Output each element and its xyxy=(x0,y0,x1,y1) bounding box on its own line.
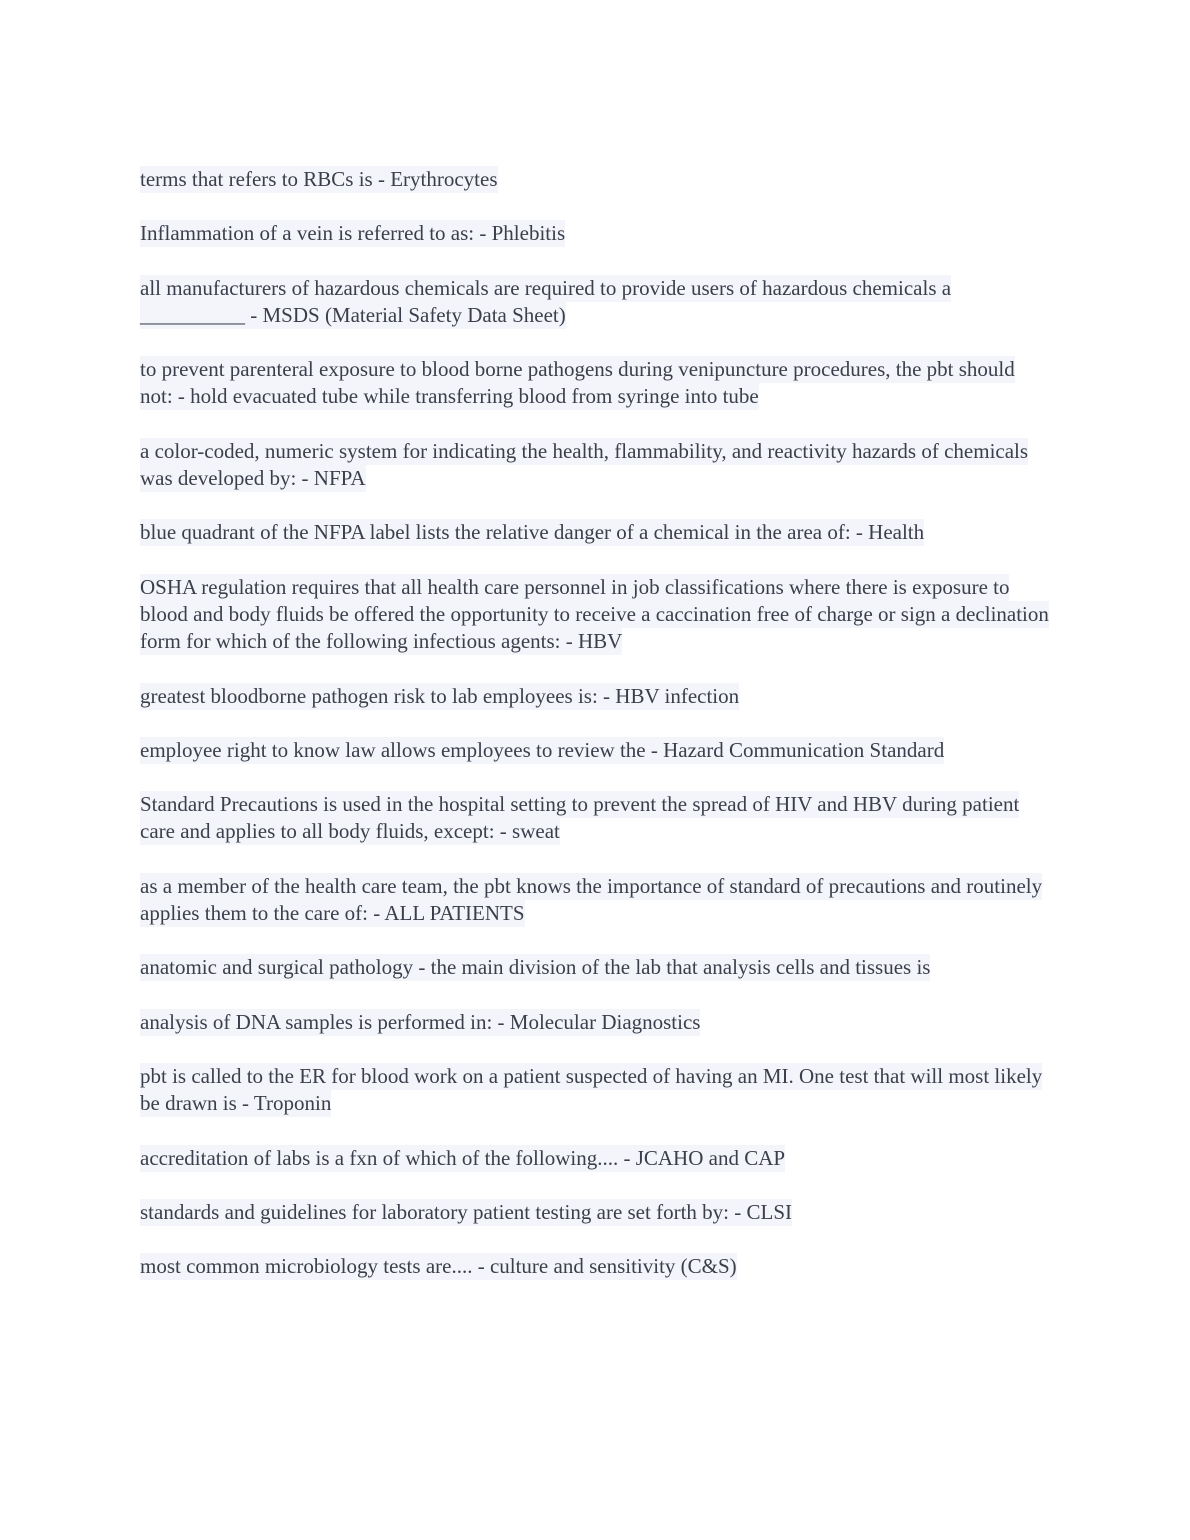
flashcard xyxy=(140,1063,1052,1118)
flashcard-text: pbt is called to the ER for blood work on a patient suspected of having an MI. One test that will most likely be drawn is - Troponin xyxy=(140,1063,1043,1116)
flashcard-text: employee right to know law allows employees to review the - Hazard Communication Standard xyxy=(140,737,945,762)
flashcard xyxy=(140,791,1052,846)
flashcard-text: blue quadrant of the NFPA label lists the relative danger of a chemical in the area of: - Health xyxy=(140,520,925,545)
flashcard-text: all manufacturers of hazardous chemicals are required to provide users of hazardous chemicals a __________ - MSDS (Material Safety Data Sheet) xyxy=(140,275,952,327)
flashcard-text: analysis of DNA samples is performed in: - Molecular Diagnostics xyxy=(140,1009,701,1034)
flashcard-text: OSHA regulation requires that all health care personnel in job classifications where there is exposure to blood and body fluids be offered the opportunity to receive a caccination free of charge or sign a declination form for which of the following infectious agents: - HBV xyxy=(140,574,1049,654)
flashcard-text: a color-coded, numeric system for indicating the health, flammability, and reactivity hazards of chemicals was developed by: - NFPA xyxy=(140,438,1029,491)
flashcard xyxy=(140,737,1052,764)
flashcard xyxy=(140,220,1052,247)
flashcard-text: standards and guidelines for laboratory patient testing are set forth by: - CLSI xyxy=(140,1199,792,1224)
flashcard xyxy=(140,275,1052,330)
flashcard xyxy=(140,356,1052,411)
flashcard xyxy=(140,1145,1052,1172)
flashcard-text: accreditation of labs is a fxn of which of the following.... - JCAHO and CAP xyxy=(140,1145,786,1170)
flashcard xyxy=(140,166,1052,193)
flashcard xyxy=(140,1253,1052,1280)
flashcard xyxy=(140,438,1052,493)
flashcard-text: anatomic and surgical pathology - the main division of the lab that analysis cells and tissues is xyxy=(140,955,931,980)
flashcard xyxy=(140,574,1052,656)
flashcard xyxy=(140,519,1052,546)
flashcard xyxy=(140,873,1052,928)
flashcard xyxy=(140,1199,1052,1226)
flashcard xyxy=(140,1009,1052,1036)
flashcard-text: terms that refers to RBCs is - Erythrocytes xyxy=(140,167,498,191)
flashcard-text: as a member of the health care team, the pbt knows the importance of standard of precautions and routinely applies them to the care of: - ALL PATIENTS xyxy=(140,873,1043,926)
flashcard-text: to prevent parenteral exposure to blood borne pathogens during venipuncture procedures, the pbt should not: - hold evacuated tube while transferring blood from syringe into tube xyxy=(140,357,1015,409)
flashcard-text: Inflammation of a vein is referred to as: - Phlebitis xyxy=(140,221,566,246)
flashcard xyxy=(140,683,1052,710)
flashcard-text: greatest bloodborne pathogen risk to lab employees is: - HBV infection xyxy=(140,683,740,708)
flashcard xyxy=(140,954,1052,981)
flashcard-list xyxy=(140,166,1052,1307)
flashcard-text: most common microbiology tests are.... - culture and sensitivity (C&S) xyxy=(140,1254,737,1279)
flashcard-text: Standard Precautions is used in the hospital setting to prevent the spread of HIV and HBV during patient care and applies to all body fluids, except: - sweat xyxy=(140,792,1020,844)
